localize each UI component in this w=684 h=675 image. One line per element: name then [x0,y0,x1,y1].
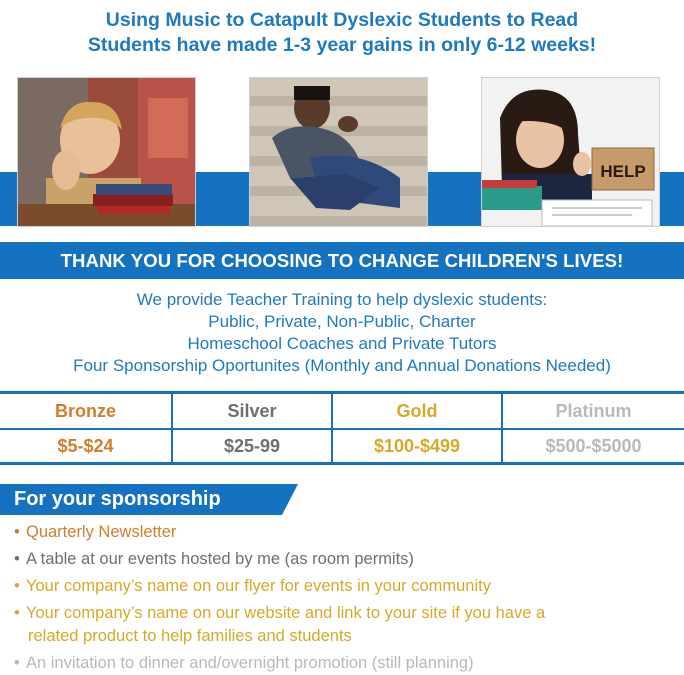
sponsorship-tier-table [0,391,684,465]
intro-line-tutors: Homeschool Coaches and Private Tutors [187,334,497,353]
benefit-text: Your company’s name on our flyer for events in your community [26,577,491,595]
bullet-icon: • [14,523,20,541]
tier-silver [171,394,331,462]
sad-boy-photo [17,77,196,227]
tier-price: $25-99 [223,436,281,456]
benefit-text-continuation: related product to help families and students [28,627,352,645]
benefit-item [14,521,176,543]
headline-music: Using Music to Catapult Dyslexic Students to Read [105,9,579,31]
tier-name: Platinum [555,401,632,421]
benefit-item [14,602,545,624]
sponsorship-section-header [0,484,298,515]
benefit-item [14,548,414,570]
bullet-icon: • [14,604,20,622]
girl-help-photo [481,77,660,227]
benefit-item [14,575,491,597]
benefit-text: A table at our events hosted by me (as room permits) [26,550,414,568]
benefit-text: An invitation to dinner and/overnight promotion (still planning) [26,654,474,672]
tier-name: Gold [396,401,438,421]
tier-price: $500-$5000 [545,436,642,456]
headline-gains: Students have made 1-3 year gains in only 6-12 weeks! [87,34,597,56]
tier-price: $5-$24 [57,436,114,456]
benefit-text: Quarterly Newsletter [26,523,177,541]
section-title: For your sponsorship [14,488,221,510]
tier-name: Bronze [54,401,116,421]
bullet-icon: • [14,654,20,672]
thank-you-banner: THANK YOU FOR CHOOSING TO CHANGE CHILDREN'S LIVES! [0,242,684,279]
tier-name: Silver [227,401,277,421]
svg-text:HELP: HELP [600,162,646,181]
bullet-icon: • [14,577,20,595]
tier-gold [331,394,501,462]
benefit-item [14,652,474,674]
tier-bronze [0,394,171,462]
intro-line-training: We provide Teacher Training to help dyslexic students: [136,290,548,309]
teen-boy-photo [249,77,428,227]
benefit-text: Your company’s name on our website and link to your site if you have a [26,604,546,622]
tier-price: $100-$499 [373,436,461,456]
tier-platinum [501,394,684,462]
bullet-icon: • [14,550,20,568]
intro-line-schools: Public, Private, Non-Public, Charter [208,312,476,331]
intro-line-opportunities: Four Sponsorship Oportunites (Monthly and Annual Donations Needed) [73,356,611,375]
